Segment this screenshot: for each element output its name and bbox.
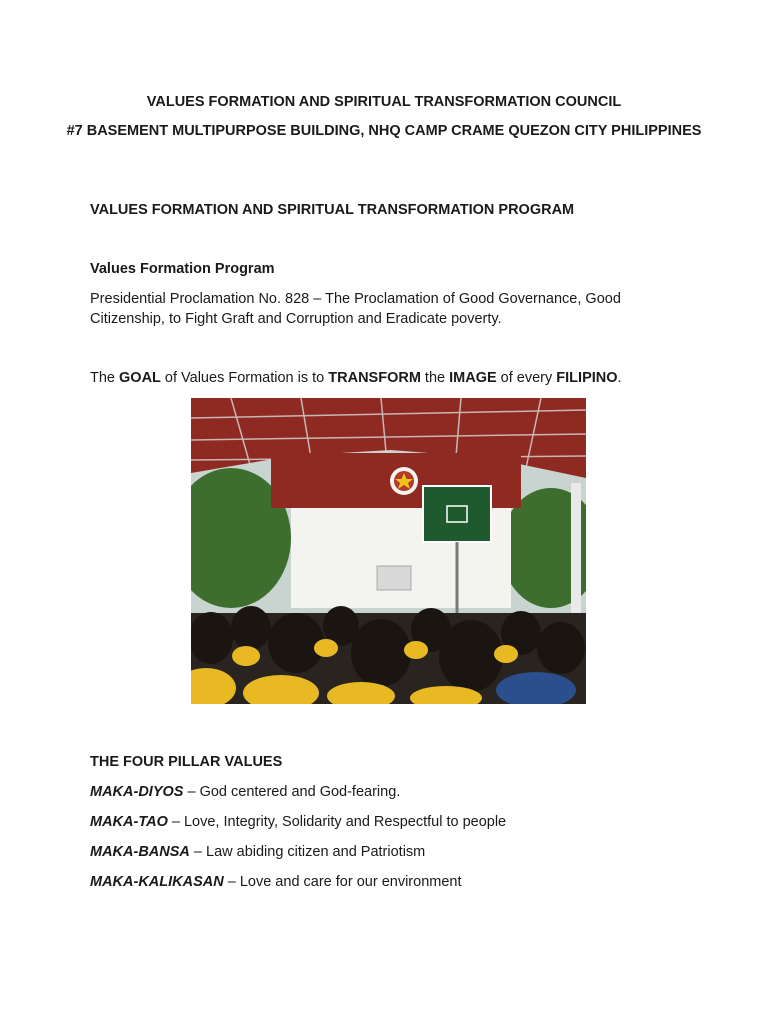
- goal-text-1: The: [90, 370, 120, 386]
- transform-keyword: TRANSFORM: [328, 370, 421, 386]
- goal-text-3: the: [420, 370, 450, 386]
- proclamation-text: Presidential Proclamation No. 828 – The Proclamation of Good Governance, Good Citizenship, to Fight Graft and Corruption and Eradicate poverty.: [90, 291, 621, 327]
- pillar-desc: – God centered and God-fearing.: [183, 784, 401, 800]
- pillar-term: MAKA-BANSA: [90, 844, 190, 860]
- filipino-keyword: FILIPINO: [556, 370, 618, 386]
- pillar-term: MAKA-KALIKASAN: [90, 874, 224, 890]
- pillar-item: [90, 872, 462, 892]
- program-title: VALUES FORMATION AND SPIRITUAL TRANSFORMATION PROGRAM: [90, 202, 575, 218]
- pillar-desc: – Love, Integrity, Solidarity and Respectful to people: [167, 814, 507, 830]
- image-keyword: IMAGE: [449, 370, 497, 386]
- goal-statement: [90, 368, 622, 388]
- goal-keyword: GOAL: [119, 370, 161, 386]
- section-heading: Values Formation Program: [90, 261, 275, 277]
- pillar-item: [90, 812, 506, 832]
- goal-text-2: of Values Formation is to: [160, 370, 329, 386]
- council-address: #7 BASEMENT MULTIPURPOSE BUILDING, NHQ CAMP CRAME QUEZON CITY PHILIPPINES: [66, 123, 702, 139]
- pillar-item: [90, 782, 400, 802]
- pillar-desc: – Law abiding citizen and Patriotism: [189, 844, 426, 860]
- pillar-desc: – Love and care for our environment: [223, 874, 462, 890]
- pillars-heading: THE FOUR PILLAR VALUES: [90, 754, 283, 770]
- assembly-photo: [191, 398, 586, 704]
- pillar-item: [90, 842, 425, 862]
- council-title: VALUES FORMATION AND SPIRITUAL TRANSFORMATION COUNCIL: [146, 94, 622, 110]
- pillar-term: MAKA-DIYOS: [90, 784, 184, 800]
- pillar-term: MAKA-TAO: [90, 814, 168, 830]
- goal-text-4: of every: [496, 370, 557, 386]
- assembly-photo-illustration: [191, 398, 586, 704]
- goal-text-5: .: [617, 370, 622, 386]
